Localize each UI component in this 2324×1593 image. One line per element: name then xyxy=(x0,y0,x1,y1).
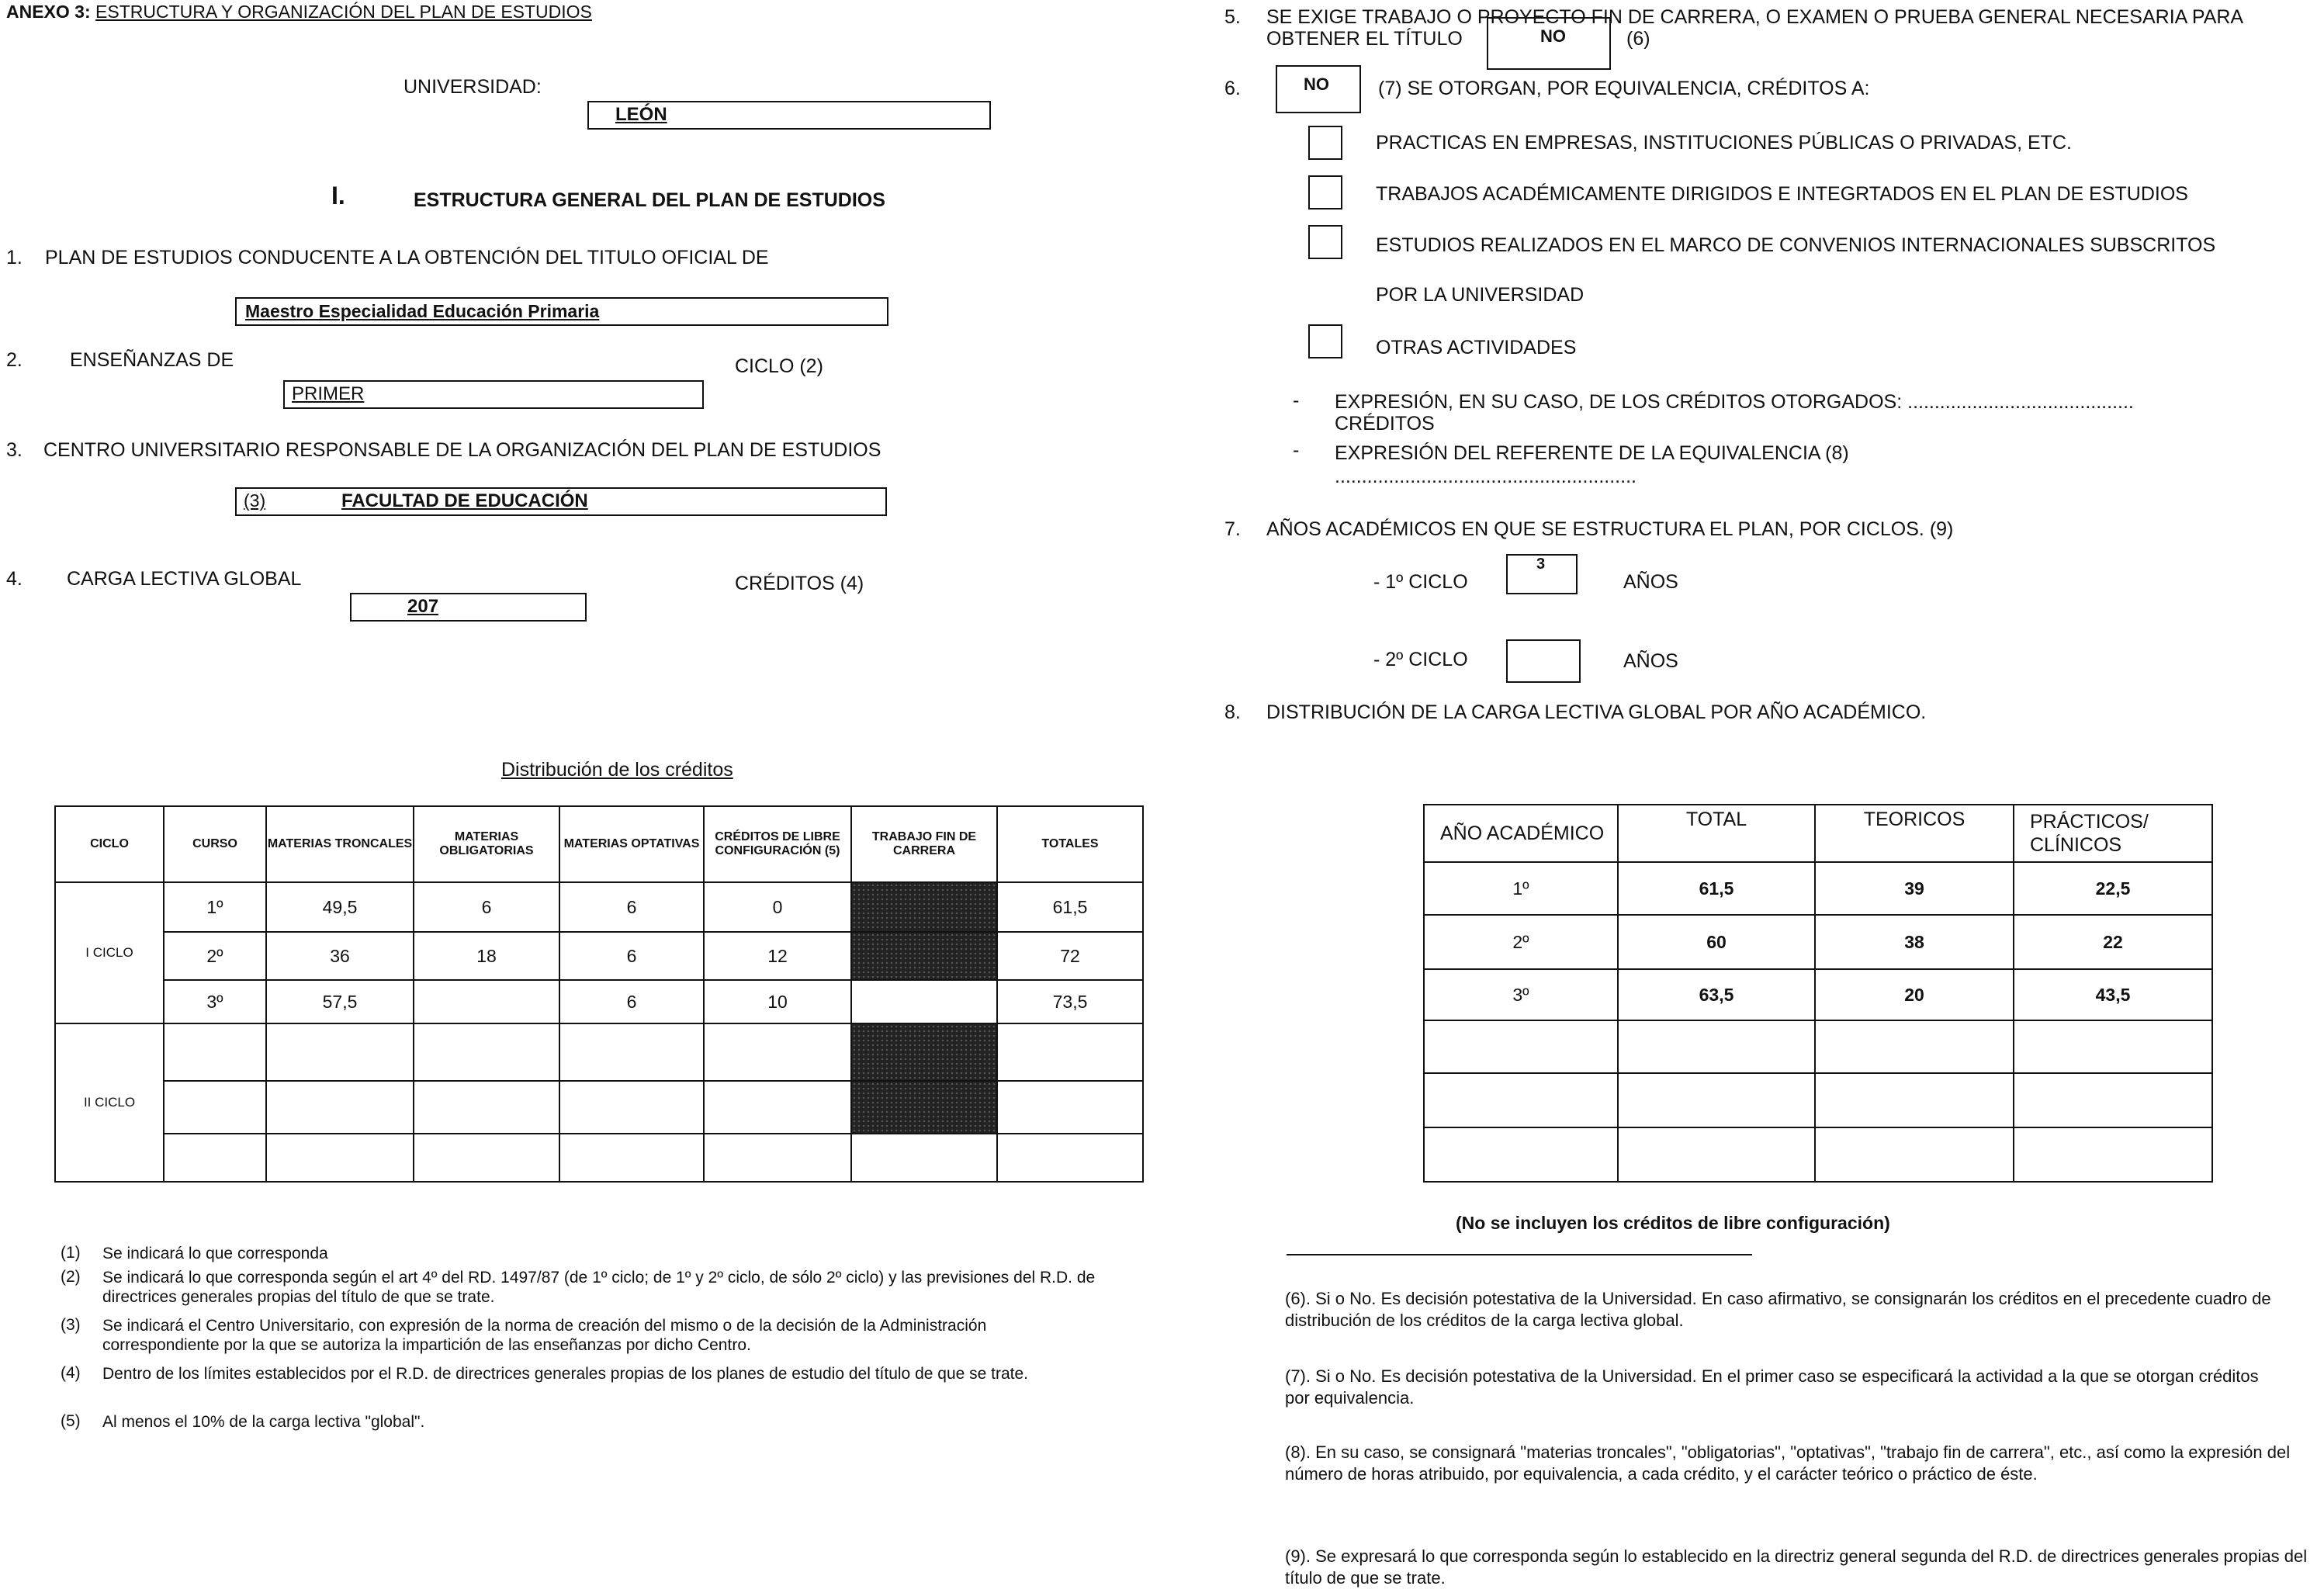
ciclo-value: PRIMER xyxy=(292,383,365,404)
libre-cell: 10 xyxy=(704,980,851,1023)
carga-note: (No se incluyen los créditos de libre configuración) xyxy=(1456,1213,1890,1233)
trabajo-cell-shaded xyxy=(851,1023,997,1081)
footnote-text: Se expresará lo que corresponda según lo establecido en la directriz general segunda del R.D. de directrices generales propias del título de que se trate. xyxy=(1285,1546,2308,1588)
footnote-text: Se indicará lo que corresponda según el art 4º del RD. 1497/87 (de 1º ciclo; de 1º y 2º ciclo, de sólo 2º ciclo) y las previsiones del R.D. de directrices generales propias del título de que se trate. xyxy=(102,1269,1096,1306)
ciclo-1-cell: I CICLO xyxy=(55,882,164,1023)
practicos-cell: 43,5 xyxy=(2014,969,2212,1020)
distribucion-title: Distribución de los créditos xyxy=(501,759,733,781)
practicas-checkbox[interactable] xyxy=(1308,126,1342,160)
footnote-number: (8). xyxy=(1285,1442,1311,1462)
footnote-text: Si o No. Es decisión potestativa de la Universidad. En caso afirmativo, se consignarán los créditos en el precedente cuadro de distribución de los créditos de la carga lectiva global. xyxy=(1285,1289,2271,1330)
table-row xyxy=(1424,969,2212,1020)
col-header-troncales: MATERIAS TRONCALES xyxy=(266,806,414,882)
trabajo-cell-shaded xyxy=(851,932,997,980)
item8-text: DISTRIBUCIÓN DE LA CARGA LECTIVA GLOBAL POR AÑO ACADÉMICO. xyxy=(1266,701,1927,723)
item2-suffix: CICLO (2) xyxy=(735,355,823,377)
centro-value: FACULTAD DE EDUCACIÓN xyxy=(341,490,588,511)
table-row xyxy=(55,1134,1143,1182)
anexo-title: ESTRUCTURA Y ORGANIZACIÓN DEL PLAN DE ESTUDIOS xyxy=(95,2,592,22)
ano-cell: 3º xyxy=(1424,969,1618,1020)
universidad-label: UNIVERSIDAD: xyxy=(403,76,542,98)
titulo-value: Maestro Especialidad Educación Primaria xyxy=(245,301,600,321)
carga-value: 207 xyxy=(407,596,439,617)
footnote-8 xyxy=(1285,1442,2319,1485)
table-row xyxy=(55,980,1143,1023)
troncales-cell: 49,5 xyxy=(266,882,414,932)
col-header-totales: TOTALES xyxy=(997,806,1143,882)
obligatorias-cell: 6 xyxy=(414,882,559,932)
option-otras: OTRAS ACTIVIDADES xyxy=(1376,337,1577,358)
teoricos-cell: 39 xyxy=(1815,862,2014,915)
libre-cell: 0 xyxy=(704,882,851,932)
table-row xyxy=(55,932,1143,980)
trabajos-checkbox[interactable] xyxy=(1308,175,1342,210)
anexo-heading xyxy=(6,2,592,23)
footnote-number: (6). xyxy=(1285,1289,1311,1308)
col-header-teoricos: TEORICOS xyxy=(1815,805,2014,862)
section-roman: I. xyxy=(331,182,345,210)
col-header-optativas: MATERIAS OPTATIVAS xyxy=(559,806,704,882)
item1-num: 1. xyxy=(6,247,23,268)
ano-cell: 2º xyxy=(1424,915,1618,969)
convenios-checkbox[interactable] xyxy=(1308,225,1342,259)
ciclo2-label: - 2º CICLO xyxy=(1373,649,1468,670)
bullet1-text: EXPRESIÓN, EN SU CASO, DE LOS CRÉDITOS OTORGADOS: .......................................... xyxy=(1335,391,2134,413)
teoricos-cell: 20 xyxy=(1815,969,2014,1020)
trabajo-cell xyxy=(851,980,997,1023)
footnote-number: (1) xyxy=(61,1244,81,1262)
ciclo1-years-value: 3 xyxy=(1536,556,1546,573)
col-header-obligatorias: MATERIAS OBLIGATORIAS xyxy=(414,806,559,882)
ciclo1-anos: AÑOS xyxy=(1623,571,1678,593)
col-header-ano: AÑO ACADÉMICO xyxy=(1424,805,1618,862)
troncales-cell: 36 xyxy=(266,932,414,980)
ciclo-2-cell: II CICLO xyxy=(55,1023,164,1182)
bullet-dash: - xyxy=(1293,439,1300,461)
col-header-ciclo: CICLO xyxy=(55,806,164,882)
table-row xyxy=(1424,1020,2212,1073)
distribucion-table xyxy=(54,805,1144,1183)
carga-anual-table xyxy=(1423,804,2213,1183)
footnote-number: (5) xyxy=(61,1412,81,1430)
obligatorias-cell xyxy=(414,980,559,1023)
ciclo2-anos: AÑOS xyxy=(1623,650,1678,672)
table-row xyxy=(1424,915,2212,969)
item5-line1: SE EXIGE TRABAJO O PROYECTO FIN DE CARRERA, O EXAMEN O PRUEBA GENERAL NECESARIA PARA xyxy=(1266,6,2244,28)
footnote-text: Se indicará lo que corresponda xyxy=(102,1245,328,1262)
anexo-label: ANEXO 3: xyxy=(6,2,91,22)
obligatorias-cell: 18 xyxy=(414,932,559,980)
item2-num: 2. xyxy=(6,349,23,371)
curso-cell: 2º xyxy=(164,932,266,980)
col-header-practicos: PRÁCTICOS/ CLÍNICOS xyxy=(2014,805,2212,862)
table-row xyxy=(1424,1073,2212,1127)
col-header-libre: CRÉDITOS DE LIBRE CONFIGURACIÓN (5) xyxy=(704,806,851,882)
curso-cell: 3º xyxy=(164,980,266,1023)
footnote-number: (7). xyxy=(1285,1366,1311,1386)
table-row xyxy=(1424,1127,2212,1182)
item3-text: CENTRO UNIVERSITARIO RESPONSABLE DE LA ORGANIZACIÓN DEL PLAN DE ESTUDIOS xyxy=(43,439,881,461)
carga-field xyxy=(350,593,587,622)
item4-num: 4. xyxy=(6,568,23,590)
item1-text: PLAN DE ESTUDIOS CONDUCENTE A LA OBTENCIÓN DEL TITULO OFICIAL DE xyxy=(45,247,769,268)
footnote-text: Se indicará el Centro Universitario, con expresión de la norma de creación del mismo o de la decisión de la Administración correspondiente por la que se autoriza la impartición de las enseñanzas por dicho Centro. xyxy=(102,1317,987,1354)
item4-suffix: CRÉDITOS (4) xyxy=(735,573,864,594)
ano-cell: 1º xyxy=(1424,862,1618,915)
item2-text: ENSEÑANZAS DE xyxy=(70,349,234,371)
bullet-dash: - xyxy=(1293,390,1300,411)
section-title: ESTRUCTURA GENERAL DEL PLAN DE ESTUDIOS xyxy=(414,189,885,211)
totales-cell: 73,5 xyxy=(997,980,1143,1023)
item3-num: 3. xyxy=(6,439,23,461)
footnote-7 xyxy=(1285,1366,2278,1409)
table-row xyxy=(55,882,1143,932)
total-cell: 60 xyxy=(1618,915,1815,969)
footnote-text: En su caso, se consignará "materias troncales", "obligatorias", "optativas", "trabajo fin de carrera", etc., así como la expresión del número de horas atribuido, por equivalencia, a cada crédito, y el carácter teórico o práctico de éste. xyxy=(1285,1442,2291,1484)
item4-text: CARGA LECTIVA GLOBAL xyxy=(67,568,302,590)
total-cell: 63,5 xyxy=(1618,969,1815,1020)
optativas-cell: 6 xyxy=(559,932,704,980)
option-convenios-cont: POR LA UNIVERSIDAD xyxy=(1376,284,1585,306)
item8-num: 8. xyxy=(1224,701,1241,723)
item6-num: 6. xyxy=(1224,78,1241,99)
optativas-cell: 6 xyxy=(559,882,704,932)
trabajo-cell-shaded xyxy=(851,1081,997,1134)
troncales-cell: 57,5 xyxy=(266,980,414,1023)
trabajo-fin-value: NO xyxy=(1540,26,1566,46)
bullet1-cont: CRÉDITOS xyxy=(1335,413,1435,435)
item6-text: (7) SE OTORGAN, POR EQUIVALENCIA, CRÉDITOS A: xyxy=(1378,78,1870,99)
footnote-text: Si o No. Es decisión potestativa de la Universidad. En el primer caso se especificará la actividad a la que se otorgan créditos por equivalencia. xyxy=(1285,1366,2259,1408)
item7-text: AÑOS ACADÉMICOS EN QUE SE ESTRUCTURA EL PLAN, POR CICLOS. (9) xyxy=(1266,518,1954,540)
equivalencia-value: NO xyxy=(1304,74,1329,94)
table-row xyxy=(1424,862,2212,915)
footnote-number: (4) xyxy=(61,1364,81,1382)
total-cell: 61,5 xyxy=(1618,862,1815,915)
footnote-divider xyxy=(1287,1254,1752,1255)
footnote-text: Al menos el 10% de la carga lectiva "global". xyxy=(102,1413,425,1431)
table-row xyxy=(55,1081,1143,1134)
bullet2-text: EXPRESIÓN DEL REFERENTE DE LA EQUIVALENCIA (8) xyxy=(1335,442,1849,464)
col-header-curso: CURSO xyxy=(164,806,266,882)
ciclo2-years-field xyxy=(1506,639,1581,683)
table-row xyxy=(55,1023,1143,1081)
footnote-9 xyxy=(1285,1546,2319,1589)
totales-cell: 61,5 xyxy=(997,882,1143,932)
item5-note: (6) xyxy=(1626,28,1650,50)
libre-cell: 12 xyxy=(704,932,851,980)
footnote-6 xyxy=(1285,1288,2319,1332)
col-header-trabajo: TRABAJO FIN DE CARRERA xyxy=(851,806,997,882)
footnote-number: (2) xyxy=(61,1268,81,1286)
teoricos-cell: 38 xyxy=(1815,915,2014,969)
bullet2-cont: ........................................................ xyxy=(1335,466,1636,487)
col-header-total: TOTAL xyxy=(1618,805,1815,862)
ciclo1-label: - 1º CICLO xyxy=(1373,571,1468,593)
totales-cell: 72 xyxy=(997,932,1143,980)
footnote-number: (9). xyxy=(1285,1546,1311,1566)
practicos-cell: 22 xyxy=(2014,915,2212,969)
option-practicas: PRACTICAS EN EMPRESAS, INSTITUCIONES PÚBLICAS O PRIVADAS, ETC. xyxy=(1376,132,2072,154)
item5-line2: OBTENER EL TÍTULO xyxy=(1266,28,1463,50)
universidad-value: LEÓN xyxy=(615,104,667,125)
curso-cell: 1º xyxy=(164,882,266,932)
option-trabajos: TRABAJOS ACADÉMICAMENTE DIRIGIDOS E INTEGRTADOS EN EL PLAN DE ESTUDIOS xyxy=(1376,183,2188,205)
item5-num: 5. xyxy=(1224,6,1241,28)
footnote-text: Dentro de los límites establecidos por el R.D. de directrices generales propias de los planes de estudio del título de que se trate. xyxy=(102,1365,1029,1383)
trabajo-cell-shaded xyxy=(851,882,997,932)
item7-num: 7. xyxy=(1224,518,1241,540)
option-convenios: ESTUDIOS REALIZADOS EN EL MARCO DE CONVENIOS INTERNACIONALES SUBSCRITOS xyxy=(1376,234,2216,256)
practicos-cell: 22,5 xyxy=(2014,862,2212,915)
otras-checkbox[interactable] xyxy=(1308,324,1342,358)
footnote-number: (3) xyxy=(61,1316,81,1334)
centro-prefix: (3) xyxy=(244,490,266,511)
optativas-cell: 6 xyxy=(559,980,704,1023)
